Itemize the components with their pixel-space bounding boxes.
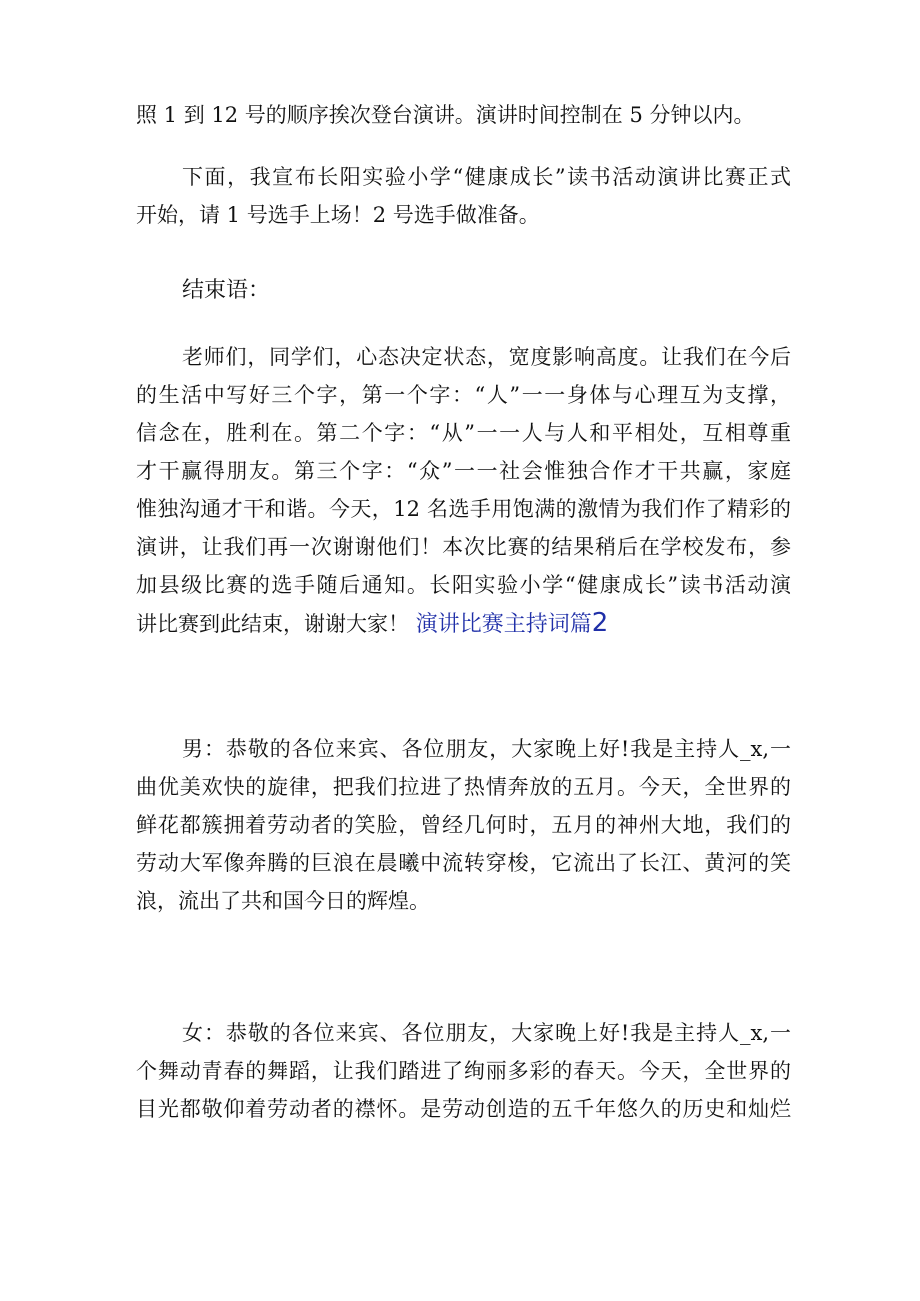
text-line: 惟独沟通才干和谐。今天，12 名选手用饱满的激情为我们作了精彩的 xyxy=(136,497,791,521)
closing-heading: 结束语： xyxy=(182,278,271,303)
text-line: 目光都敬仰着劳动者的襟怀。是劳动创造的五千年悠久的历史和灿烂 xyxy=(136,1097,791,1121)
text-line: 演讲，让我们再一次谢谢他们！本次比赛的结果稍后在学校发布，参 xyxy=(136,535,791,559)
text-line: 才干赢得朋友。第三个字：“众”一一社会惟独合作才干共赢，家庭 xyxy=(136,459,791,483)
text-line: 男：恭敬的各位来宾、各位朋友，大家晚上好!我是主持人_x,一 xyxy=(182,737,791,761)
text-line: 女：恭敬的各位来宾、各位朋友，大家晚上好!我是主持人_x,一 xyxy=(182,1021,791,1045)
text-line: 的生活中写好三个字，第一个字：“人”一一身体与心理互为支撑， xyxy=(136,383,791,407)
text-line xyxy=(136,604,791,644)
paragraph-closing-remarks xyxy=(136,338,791,644)
section-title-text: 演讲比赛主持词篇 xyxy=(415,612,592,637)
text-line: 加县级比赛的选手随后通知。长阳实验小学“健康成长”读书活动演 xyxy=(136,573,791,597)
paragraph-female-host xyxy=(136,1014,791,1128)
text-line: 曲优美欢快的旋律，把我们拉进了热情奔放的五月。今天，全世界的 xyxy=(136,775,791,799)
closing-final-text: 讲比赛到此结束，谢谢大家！ xyxy=(136,612,409,636)
text-line: 鲜花都簇拥着劳动者的笑脸，曾经几何时，五月的神州大地，我们的 xyxy=(136,813,791,837)
text-line: 下面，我宣布长阳实验小学“健康成长”读书活动演讲比赛正式 xyxy=(182,165,791,189)
paragraph-male-host xyxy=(136,730,791,920)
text-line: 浪，流出了共和国今日的辉煌。 xyxy=(136,889,430,913)
paragraph-intro-end xyxy=(136,96,791,134)
text-line: 老师们，同学们，心态决定状态，宽度影响高度。让我们在今后 xyxy=(182,345,791,369)
section-title xyxy=(415,608,609,638)
text-line: 个舞动青春的舞蹈，让我们踏进了绚丽多彩的春天。今天，全世界的 xyxy=(136,1059,791,1083)
text-line: 信念在，胜利在。第二个字：“从”一一人与人和平相处，互相尊重 xyxy=(136,421,791,445)
text-line: 开始，请 1 号选手上场！2 号选手做准备。 xyxy=(136,203,540,227)
text-line: 劳动大军像奔腾的巨浪在晨曦中流转穿梭，它流出了长江、黄河的笑 xyxy=(136,851,791,875)
text-line: 照 1 到 12 号的顺序挨次登台演讲。演讲时间控制在 5 分钟以内。 xyxy=(136,103,755,127)
section-number: 2 xyxy=(591,608,609,638)
paragraph-announcement xyxy=(136,158,791,234)
